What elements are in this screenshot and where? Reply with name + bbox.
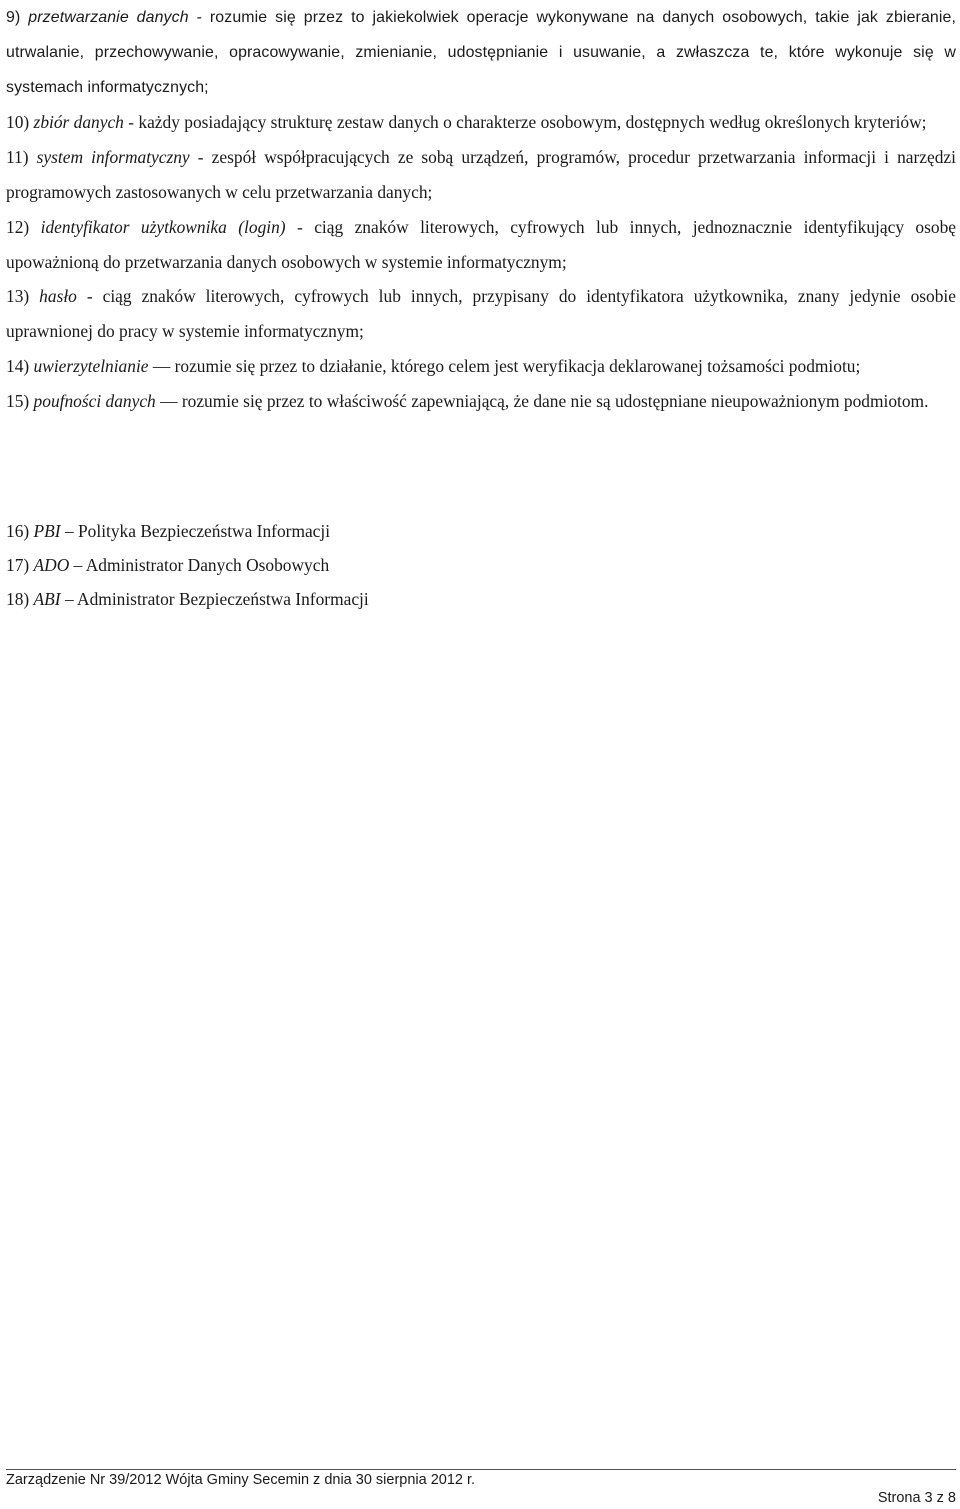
footer-divider [6, 1469, 956, 1470]
definition-number: 14) [6, 355, 30, 376]
definition-term: ADO [33, 555, 70, 575]
definition-number: 16) [6, 521, 30, 541]
definition-text: — rozumie się przez to właściwość zapewniającą, że dane nie są udostępniane nieupoważnionym podmiotom. [160, 390, 929, 411]
definition-item [6, 582, 956, 616]
definition-number: 17) [6, 555, 30, 575]
footer-page-number: Strona 3 z 8 [877, 1490, 956, 1506]
definition-number: 10) [6, 112, 30, 133]
definition-number: 15) [6, 390, 30, 411]
definition-number: 11) [6, 147, 29, 168]
definition-item [6, 1, 956, 105]
definition-item [6, 279, 956, 349]
definitions-list [6, 1, 956, 419]
definition-text: — rozumie się przez to działanie, którego celem jest weryfikacja deklarowanej tożsamości podmiotu; [152, 355, 861, 376]
definition-item [6, 384, 956, 419]
definition-text: - zespół współpracujących ze sobą urządzeń, programów, procedur przetwarzania informacji i narzędzi programowych zastosowanych w celu przetwarzania danych; [6, 147, 956, 202]
definition-term: hasło [39, 286, 77, 307]
footer-document-title: Zarządzenie Nr 39/2012 Wójta Gminy Secemin z dnia 30 sierpnia 2012 r. [6, 1472, 476, 1488]
definition-item [6, 548, 956, 582]
definition-text: - ciąg znaków literowych, cyfrowych lub innych, przypisany do identyfikatora użytkownika, znany jedynie osobie uprawnionej do pracy w systemie informatycznym; [6, 286, 956, 342]
definition-term: PBI [33, 521, 61, 541]
definition-text: - rozumie się przez to jakiekolwiek operacje wykonywane na danych osobowych, takie jak zbieranie, utrwalanie, przechowywanie, opracowywanie, zmienianie, udostępnianie i usuwanie, a zwłaszcza te, które wykonuje się w systemach informatycznych; [6, 9, 957, 96]
definition-text: - ciąg znaków literowych, cyfrowych lub innych, jednoznacznie identyfikujący osobę upoważnioną do przetwarzania danych osobowych w systemie informatycznym; [6, 216, 956, 272]
definition-item [6, 210, 956, 280]
definition-text: – Administrator Danych Osobowych [73, 555, 330, 575]
definition-text: – Polityka Bezpieczeństwa Informacji [64, 521, 331, 541]
definition-term: ABI [33, 589, 61, 609]
definition-item [6, 140, 956, 210]
definition-text: - każdy posiadający strukturę zestaw danych o charakterze osobowym, dostępnych według określonych kryteriów; [128, 112, 927, 133]
definition-term: przetwarzanie danych [28, 9, 189, 26]
definition-term: system informatyczny [36, 147, 190, 168]
definition-term: identyfikator użytkownika (login) [40, 216, 286, 237]
definition-term: poufności danych [33, 390, 156, 411]
definition-number: 12) [6, 216, 30, 237]
definition-item [6, 514, 956, 548]
definition-term: zbiór danych [33, 112, 124, 133]
definition-item [6, 105, 956, 140]
definition-number: 13) [6, 286, 30, 307]
definition-term: uwierzytelnianie [33, 355, 149, 376]
definition-number: 9) [6, 9, 21, 26]
definition-number: 18) [6, 589, 30, 609]
definition-item [6, 349, 956, 384]
definition-text: – Administrator Bezpieczeństwa Informacji [64, 589, 369, 609]
